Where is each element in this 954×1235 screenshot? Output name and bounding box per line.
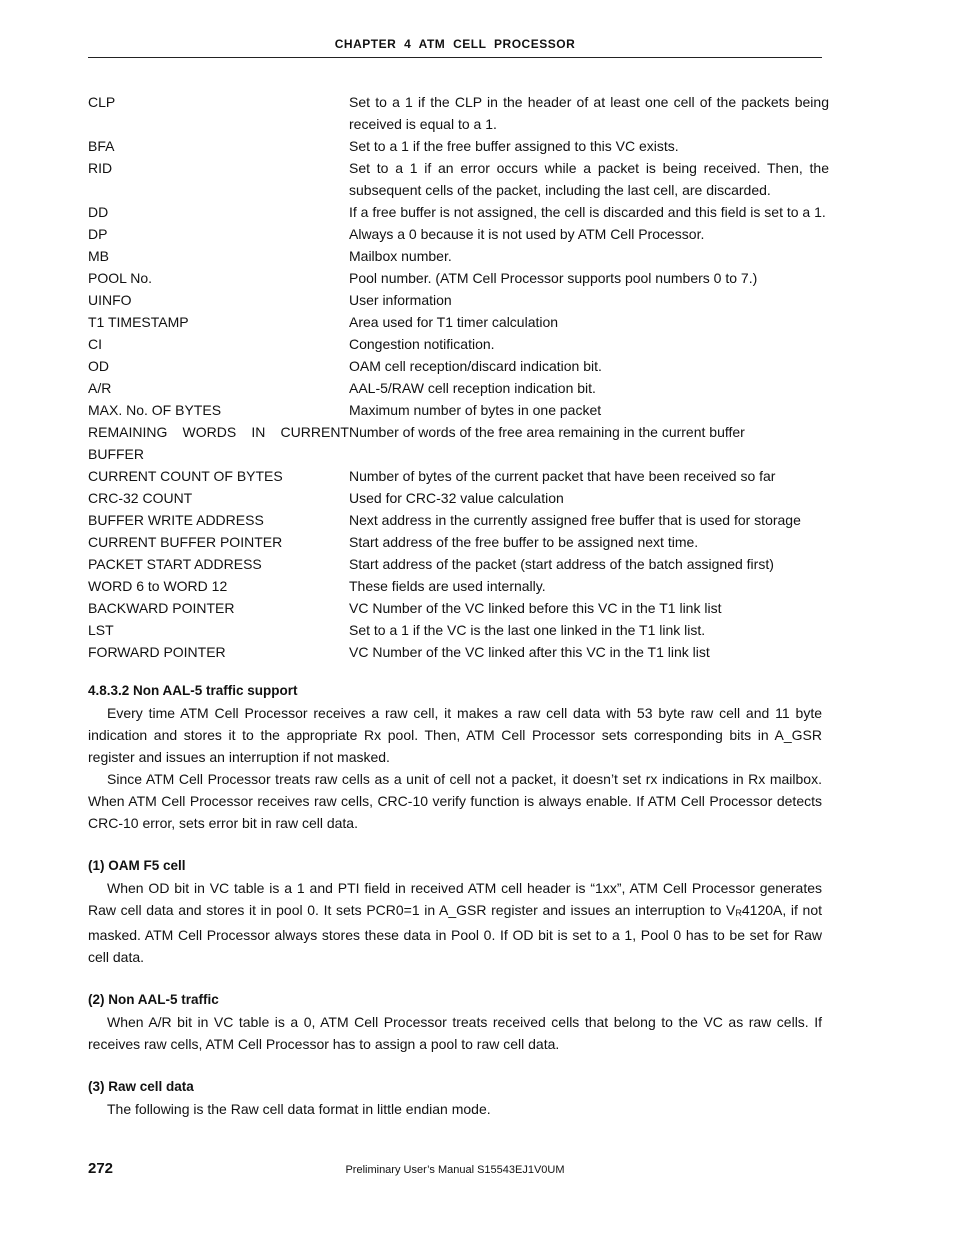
- definition-row: [88, 267, 830, 289]
- oam-subscript: R: [735, 908, 742, 918]
- definition-row: [88, 311, 830, 333]
- definition-row: [88, 509, 830, 531]
- definition-description: User information: [349, 292, 452, 308]
- definition-description: Next address in the currently assigned free buffer that is used for storage: [349, 512, 801, 528]
- section-heading: 4.8.3.2 Non AAL-5 traffic support: [88, 683, 298, 698]
- definition-term: CRC-32 COUNT: [88, 490, 193, 506]
- definition-description: VC Number of the VC linked before this VC in the T1 link list: [349, 600, 722, 616]
- definition-description: AAL-5/RAW cell reception indication bit.: [349, 380, 596, 396]
- definition-term: DP: [88, 226, 108, 242]
- definition-row: [88, 531, 830, 553]
- definition-term: UINFO: [88, 292, 132, 308]
- definition-row: [88, 245, 830, 267]
- section-paragraph-2: Since ATM Cell Processor treats raw cells as a unit of cell not a packet, it doesn’t set rx indications in Rx mailbox. When ATM Cell Processor receives raw cells, CRC-10 verify function is always enable. If ATM Cell Processor detects CRC-10 error, sets error bit in raw cell data.: [88, 771, 822, 831]
- oam-text-before: When OD bit in VC table is a 1 and PTI field in received ATM cell header is “1xx”, ATM Cell Processor generates Raw cell data and stores it in pool 0. It sets PCR0=1 in A_GSR register and issues an interruption to V: [88, 880, 822, 918]
- definition-term: LST: [88, 622, 114, 638]
- definition-row: [88, 223, 830, 245]
- definition-row: [88, 201, 830, 223]
- main-content: [88, 680, 822, 1120]
- oam-f5-heading: (1) OAM F5 cell: [88, 858, 186, 873]
- definition-row: [88, 641, 830, 663]
- non-aal5-paragraph: When A/R bit in VC table is a 0, ATM Cell Processor treats received cells that belong to the VC as raw cells. If receives raw cells, ATM Cell Processor has to assign a pool to raw cell data.: [88, 1014, 822, 1052]
- definition-row: [88, 575, 830, 597]
- definition-row: [88, 377, 830, 399]
- definition-description: Set to a 1 if the VC is the last one linked in the T1 link list.: [349, 622, 706, 638]
- definition-row: [88, 355, 830, 377]
- definition-term: BUFFER WRITE ADDRESS: [88, 512, 264, 528]
- manual-title: Preliminary User’s Manual S15543EJ1V0UM: [345, 1164, 565, 1176]
- definition-description: Set to a 1 if an error occurs while a packet is being received. Then, the subsequent cells of the packet, including the last cell, are discarded.: [349, 160, 829, 198]
- definition-description: VC Number of the VC linked after this VC in the T1 link list: [349, 644, 710, 660]
- definition-row: [88, 619, 830, 641]
- definition-row: [88, 487, 830, 509]
- definition-term: A/R: [88, 380, 112, 396]
- definition-row: [88, 91, 830, 135]
- definition-row: [88, 553, 830, 575]
- definition-term: CURRENT COUNT OF BYTES: [88, 468, 283, 484]
- definition-term: MB: [88, 248, 109, 264]
- definition-term: DD: [88, 204, 109, 220]
- definition-term: FORWARD POINTER: [88, 644, 226, 660]
- definition-description: Congestion notification.: [349, 336, 495, 352]
- definition-term: POOL No.: [88, 270, 153, 286]
- oam-f5-paragraph: [88, 877, 822, 968]
- definition-description: Area used for T1 timer calculation: [349, 314, 559, 330]
- definition-term: OD: [88, 358, 109, 374]
- definition-term: CI: [88, 336, 102, 352]
- definition-description: Number of words of the free area remaining in the current buffer: [349, 424, 745, 440]
- non-aal5-heading: (2) Non AAL-5 traffic: [88, 992, 219, 1007]
- definition-description: OAM cell reception/discard indication bit.: [349, 358, 602, 374]
- definition-term: T1 TIMESTAMP: [88, 314, 189, 330]
- definition-term: REMAINING WORDS IN CURRENT BUFFER: [88, 424, 349, 462]
- raw-cell-heading: (3) Raw cell data: [88, 1079, 194, 1094]
- header-divider: [88, 57, 822, 58]
- definition-term: WORD 6 to WORD 12: [88, 578, 228, 594]
- raw-cell-paragraph: The following is the Raw cell data format in little endian mode.: [107, 1101, 491, 1117]
- section-paragraph-1: Every time ATM Cell Processor receives a raw cell, it makes a raw cell data with 53 byte raw cell and 11 byte indication and stores it to the appropriate Rx pool. Then, ATM Cell Processor sets corresponding bits in A_GSR register and issues an interruption if not masked.: [88, 705, 822, 765]
- definition-description: Always a 0 because it is not used by ATM Cell Processor.: [349, 226, 705, 242]
- definition-description: Start address of the free buffer to be assigned next time.: [349, 534, 699, 550]
- definition-description: If a free buffer is not assigned, the cell is discarded and this field is set to a 1.: [349, 204, 826, 220]
- definition-term: PACKET START ADDRESS: [88, 556, 262, 572]
- definition-description: These fields are used internally.: [349, 578, 546, 594]
- page-number: 272: [88, 1160, 114, 1177]
- definition-description: Pool number. (ATM Cell Processor supports pool numbers 0 to 7.): [349, 270, 758, 286]
- definition-row: [88, 399, 830, 421]
- definition-description: Set to a 1 if the CLP in the header of at least one cell of the packets being received is equal to a 1.: [349, 94, 829, 132]
- definition-term: CLP: [88, 94, 116, 110]
- field-definition-table: [88, 91, 830, 663]
- definition-row: [88, 289, 830, 311]
- oam-text-after: 4120A, if not masked. ATM Cell Processor always stores these data in Pool 0. If OD bit is set to a 1, Pool 0 has to be set for Raw cell data.: [88, 902, 822, 965]
- definition-row: [88, 597, 830, 619]
- definition-row: [88, 465, 830, 487]
- definition-description: Set to a 1 if the free buffer assigned to this VC exists.: [349, 138, 679, 154]
- definition-row: [88, 333, 830, 355]
- definition-description: Mailbox number.: [349, 248, 452, 264]
- chapter-header: CHAPTER 4 ATM CELL PROCESSOR: [334, 37, 576, 51]
- definition-term: CURRENT BUFFER POINTER: [88, 534, 283, 550]
- definition-description: Start address of the packet (start address of the batch assigned first): [349, 556, 774, 572]
- definition-term: MAX. No. OF BYTES: [88, 402, 222, 418]
- definition-row: [88, 421, 830, 465]
- definition-description: Used for CRC-32 value calculation: [349, 490, 564, 506]
- definition-term: BACKWARD POINTER: [88, 600, 235, 616]
- definition-description: Number of bytes of the current packet that have been received so far: [349, 468, 776, 484]
- definition-row: [88, 157, 830, 201]
- definition-row: [88, 135, 830, 157]
- definition-term: BFA: [88, 138, 115, 154]
- definition-description: Maximum number of bytes in one packet: [349, 402, 602, 418]
- definition-term: RID: [88, 160, 113, 176]
